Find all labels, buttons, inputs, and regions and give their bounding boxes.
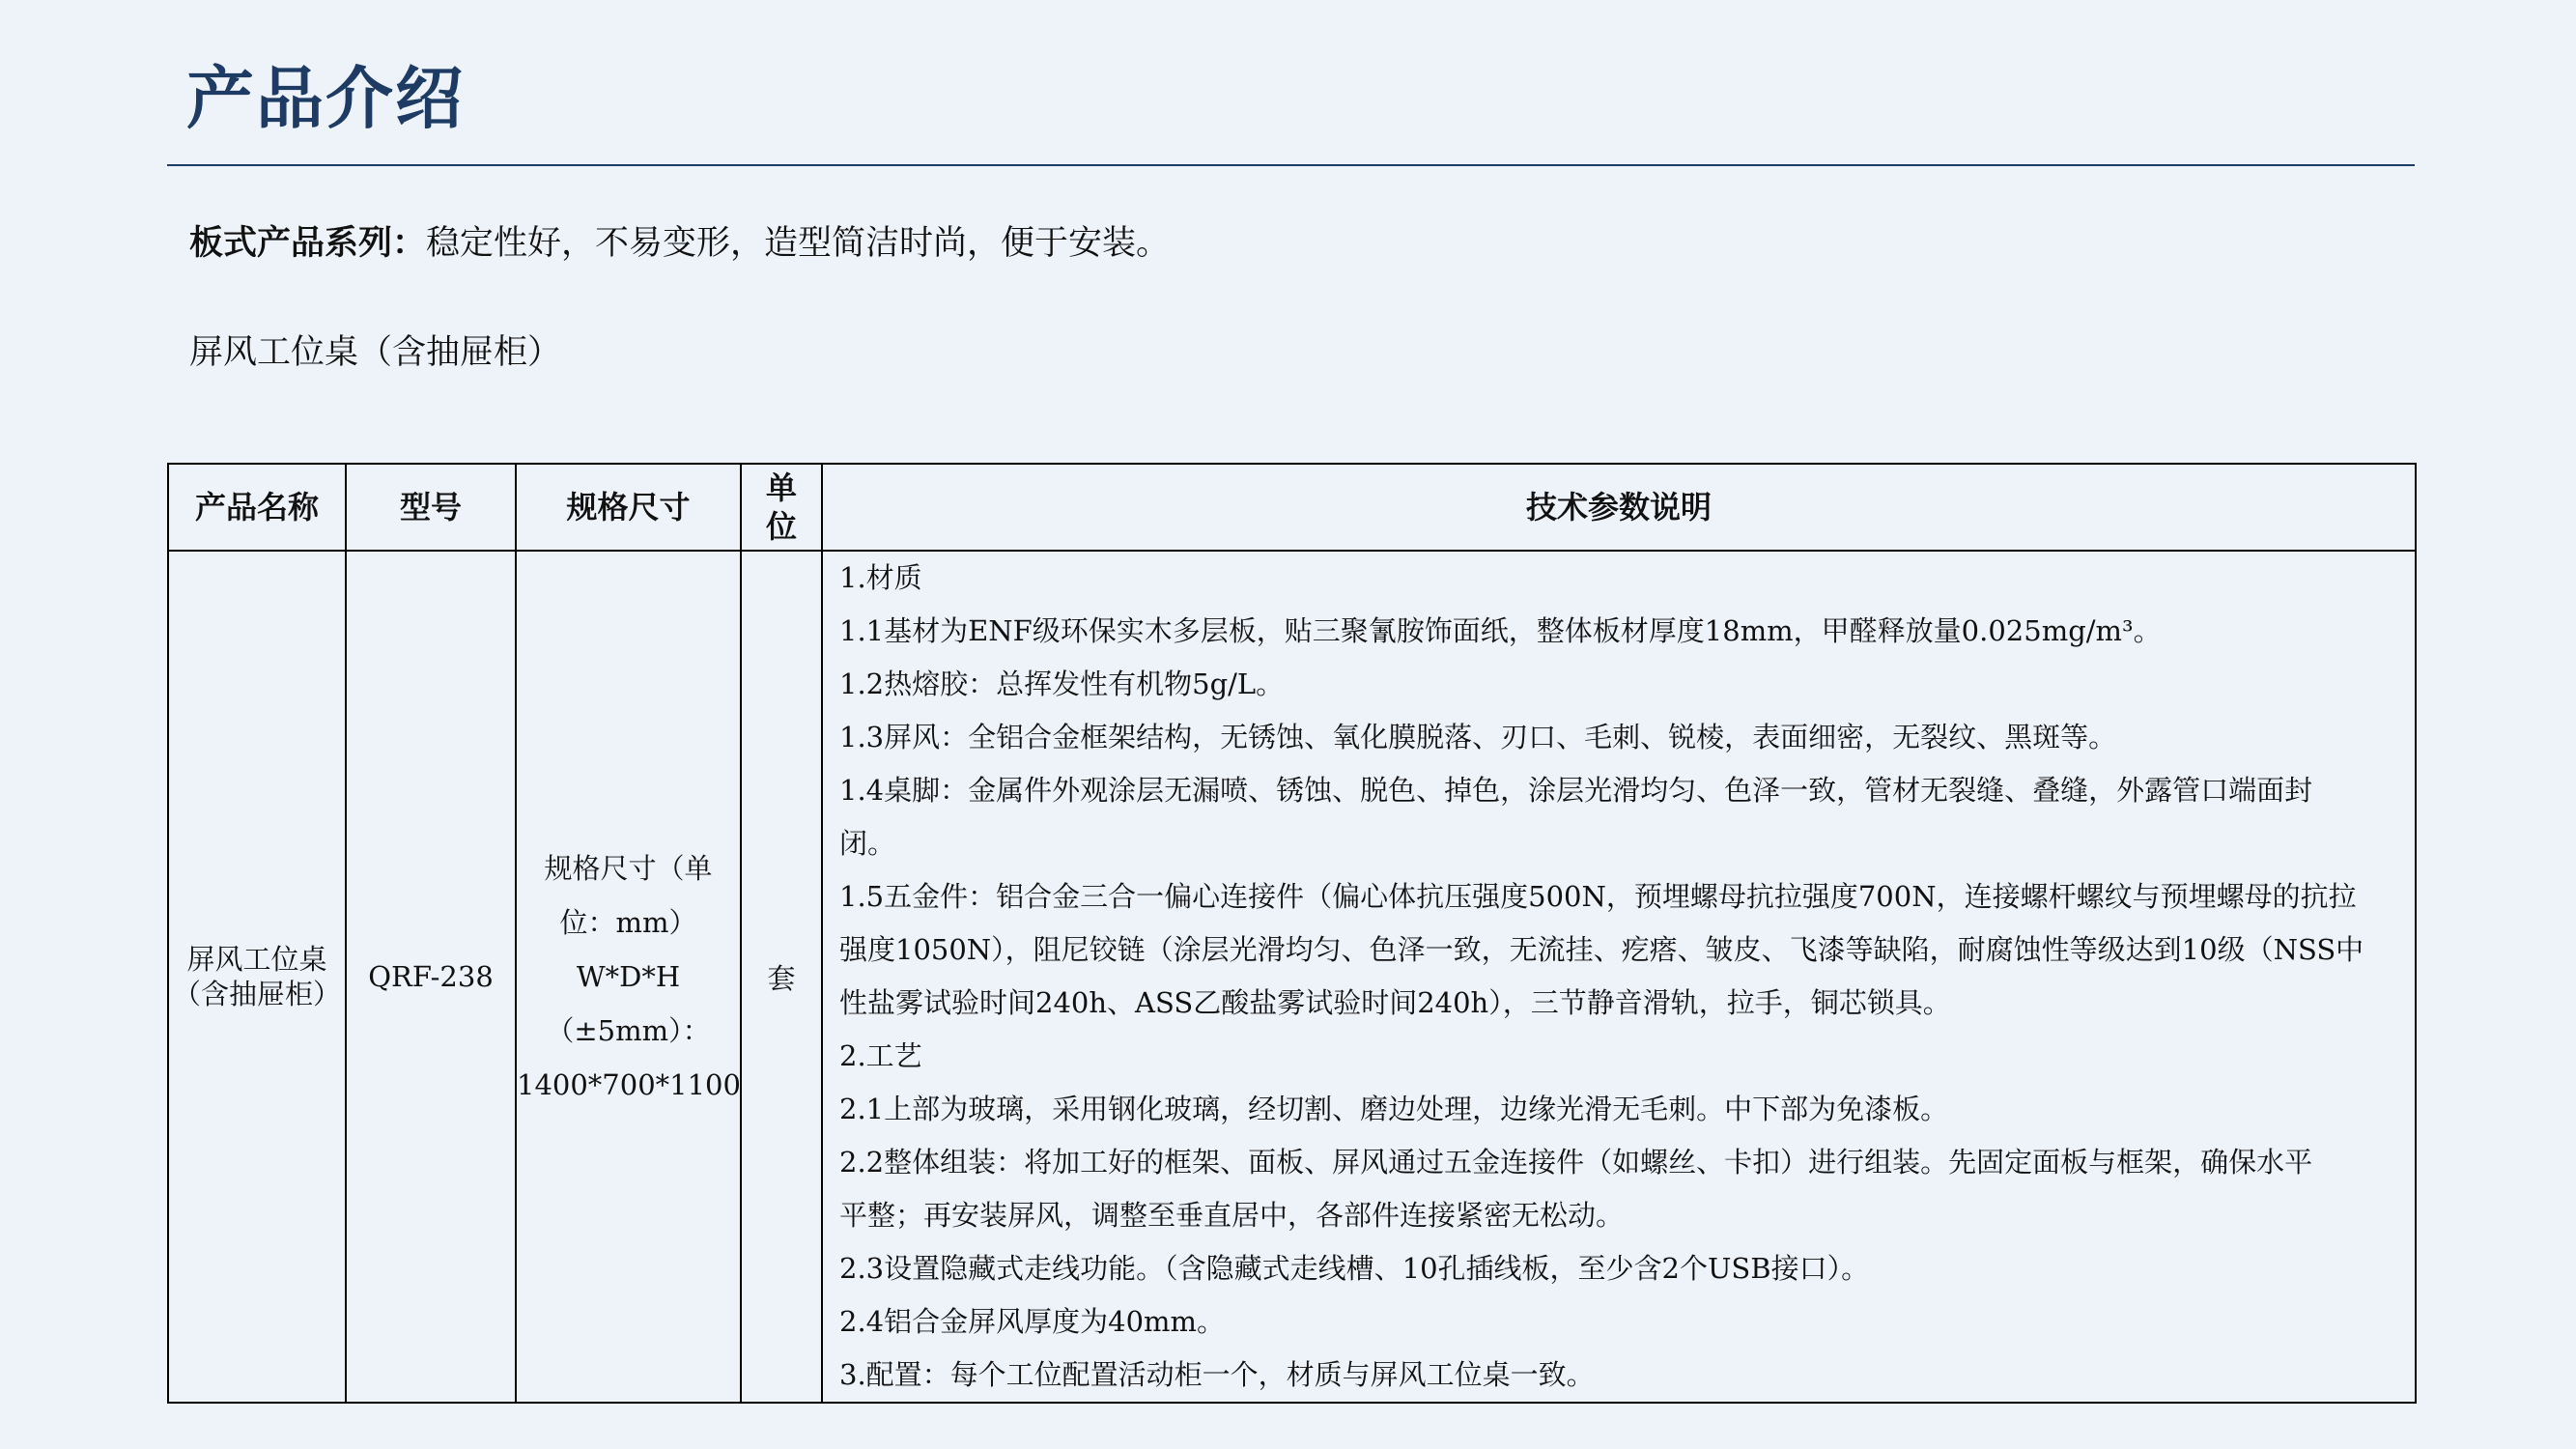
tech-line: 1.5五金件：铝合金三合一偏心连接件（偏心体抗压强度500N，预埋螺母抗拉强度700N，连接螺杆螺纹与预埋螺母的抗拉 (839, 880, 2357, 913)
intro-text: 稳定性好，不易变形，造型简洁时尚，便于安装。 (426, 224, 1171, 263)
cell-spec (516, 551, 741, 1403)
spec-line1: 规格尺寸（单 (544, 852, 713, 885)
cell-model: QRF-238 (346, 551, 516, 1403)
header-spec: 规格尺寸 (516, 464, 741, 551)
tech-line: 强度1050N），阻尼铰链（涂层光滑均匀、色泽一致，无流挂、疙瘩、皱皮、飞漆等缺陷，耐腐蚀性等级达到10级（NSS中 (839, 933, 2364, 966)
tech-line: 闭。 (839, 827, 896, 860)
tech-line: 2.2整体组装：将加工好的框架、面板、屏风通过五金连接件（如螺丝、卡扣）进行组装。先固定面板与框架，确保水平 (839, 1146, 2313, 1179)
header-tech-params: 技术参数说明 (822, 464, 2416, 551)
table-header-row (168, 464, 2416, 551)
page-title: 产品介绍 (186, 59, 465, 138)
header-product-name: 产品名称 (168, 464, 346, 551)
spec-table (167, 463, 2417, 1404)
tech-line: 1.4桌脚：金属件外观涂层无漏喷、锈蚀、脱色、掉色，涂层光滑均匀、色泽一致，管材无裂缝、叠缝，外露管口端面封 (839, 774, 2313, 807)
tech-line: 1.材质 (839, 561, 922, 594)
tech-line: 平整；再安装屏风，调整至垂直居中，各部件连接紧密无松动。 (839, 1199, 1625, 1232)
product-subtitle: 屏风工位桌（含抽屉柜） (189, 333, 562, 372)
tech-line: 2.工艺 (839, 1039, 922, 1072)
product-name-line2: （含抽屉柜） (172, 978, 341, 1010)
header-model: 型号 (346, 464, 516, 551)
tech-line: 2.1上部为玻璃，采用钢化玻璃，经切割、磨边处理，边缘光滑无毛刺。中下部为免漆板。 (839, 1093, 1949, 1125)
cell-product-name (168, 551, 346, 1403)
tech-line: 2.4铝合金屏风厚度为40mm。 (839, 1305, 1226, 1338)
header-unit-line2: 位 (765, 508, 797, 545)
intro-label: 板式产品系列： (189, 224, 427, 263)
tech-line: 1.1基材为ENF级环保实木多层板，贴三聚氰胺饰面纸，整体板材厚度18mm，甲醛释放量0.025mg/m³。 (839, 614, 2162, 647)
spec-line4: 1400*700*1100 (517, 1068, 741, 1101)
table-row (168, 551, 2416, 1403)
header-unit-line1: 单 (765, 469, 797, 506)
tech-line: 性盐雾试验时间240h、ASS乙酸盐雾试验时间240h），三节静音滑轨，拉手，铜芯锁具。 (839, 986, 1951, 1019)
cell-unit: 套 (741, 551, 822, 1403)
tech-line: 1.3屏风：全铝合金框架结构，无锈蚀、氧化膜脱落、刃口、毛刺、锐棱，表面细密，无裂纹、黑斑等。 (839, 721, 2117, 753)
tech-line: 3.配置：每个工位配置活动柜一个，材质与屏风工位桌一致。 (839, 1358, 1595, 1391)
product-name-line1: 屏风工位桌 (186, 943, 327, 976)
spec-line2: 位：mm）W*D*H (559, 906, 697, 993)
title-divider (167, 164, 2415, 166)
header-unit (741, 464, 822, 551)
tech-line: 1.2热熔胶：总挥发性有机物5g/L。 (839, 668, 1285, 700)
spec-line3: （±5mm）： (546, 1014, 711, 1047)
cell-tech-params (822, 551, 2416, 1403)
intro-paragraph (189, 217, 1170, 270)
tech-line: 2.3设置隐藏式走线功能。（含隐藏式走线槽、10孔插线板，至少含2个USB接口）。 (839, 1252, 1870, 1285)
